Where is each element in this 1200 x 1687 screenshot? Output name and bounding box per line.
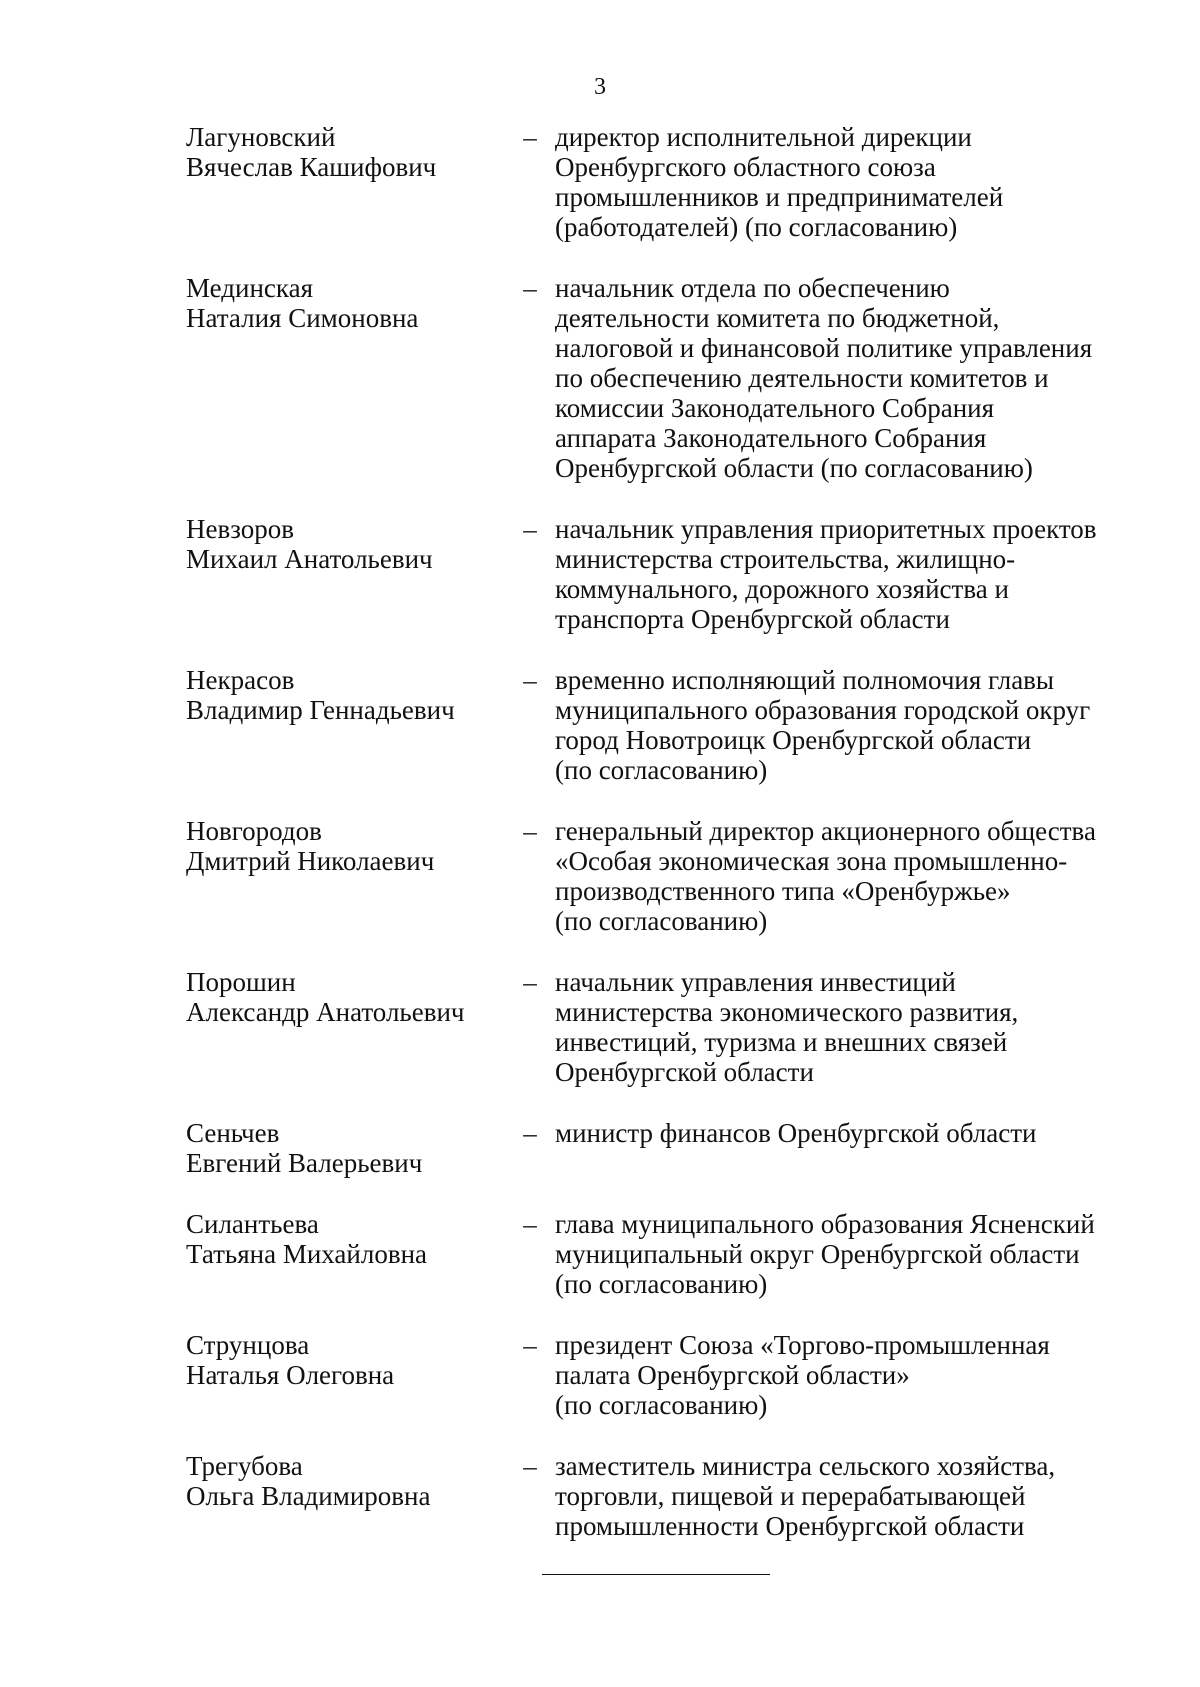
member-surname: Струнцова <box>186 1330 310 1360</box>
member-dash: – <box>523 967 537 997</box>
member-role <box>555 1118 1145 1178</box>
member-surname: Силантьева <box>186 1209 319 1239</box>
member-role-line: временно исполняющий полномочия главы <box>555 665 1055 695</box>
member-role <box>555 816 1145 936</box>
member-role-line: инвестиций, туризма и внешних связей <box>555 1027 1008 1057</box>
member-role-line: по обеспечению деятельности комитетов и <box>555 363 1049 393</box>
member-name <box>186 1209 506 1299</box>
member-role-line: начальник управления приоритетных проектов <box>555 514 1097 544</box>
member-role-line: (по согласованию) <box>555 755 768 785</box>
member-role-line: начальник управления инвестиций <box>555 967 956 997</box>
member-surname: Сеньчев <box>186 1118 280 1148</box>
member-entry <box>186 122 1146 242</box>
member-role-line: заместитель министра сельского хозяйства, <box>555 1451 1056 1481</box>
member-role <box>555 1209 1145 1299</box>
member-role <box>555 122 1145 242</box>
member-role <box>555 273 1145 483</box>
member-role-line: министерства строительства, жилищно- <box>555 544 1016 574</box>
members-list <box>186 122 1146 1572</box>
member-role-line: (по согласованию) <box>555 1390 768 1420</box>
member-role-line: «Особая экономическая зона промышленно- <box>555 846 1068 876</box>
member-name <box>186 273 506 483</box>
member-given-names: Владимир Геннадьевич <box>186 695 455 725</box>
member-name <box>186 1451 506 1541</box>
member-surname: Мединская <box>186 273 314 303</box>
member-role <box>555 967 1145 1087</box>
member-role-line: (по согласованию) <box>555 1269 768 1299</box>
member-dash: – <box>523 1451 537 1481</box>
member-dash: – <box>523 514 537 544</box>
member-role-line: (по согласованию) <box>555 906 768 936</box>
member-name <box>186 1330 506 1420</box>
member-dash: – <box>523 1209 537 1239</box>
member-dash: – <box>523 665 537 695</box>
member-role-line: промышленности Оренбургской области <box>555 1511 1025 1541</box>
member-dash: – <box>523 1330 537 1360</box>
member-role-line: глава муниципального образования Ясненский <box>555 1209 1095 1239</box>
member-role-line: Оренбургской области <box>555 1057 814 1087</box>
member-entry <box>186 1330 1146 1420</box>
member-entry <box>186 967 1146 1087</box>
member-role-line: генеральный директор акционерного общества <box>555 816 1096 846</box>
member-surname: Новгородов <box>186 816 322 846</box>
page-number: 3 <box>594 74 606 100</box>
member-name <box>186 967 506 1087</box>
member-role <box>555 1451 1145 1541</box>
member-name <box>186 514 506 634</box>
member-given-names: Наталья Олеговна <box>186 1360 395 1390</box>
member-given-names: Наталия Симоновна <box>186 303 419 333</box>
member-role-line: палата Оренбургской области» <box>555 1360 910 1390</box>
member-role-line: муниципальный округ Оренбургской области <box>555 1239 1080 1269</box>
member-given-names: Евгений Валерьевич <box>186 1148 423 1178</box>
member-role-line: президент Союза «Торгово-промышленная <box>555 1330 1050 1360</box>
member-surname: Некрасов <box>186 665 295 695</box>
end-of-list-rule <box>542 1574 770 1575</box>
member-surname: Трегубова <box>186 1451 303 1481</box>
member-given-names: Михаил Анатольевич <box>186 544 433 574</box>
member-given-names: Дмитрий Николаевич <box>186 846 435 876</box>
member-dash: – <box>523 122 537 152</box>
member-surname: Лагуновский <box>186 122 336 152</box>
member-role-line: производственного типа «Оренбуржье» <box>555 876 1011 906</box>
member-name <box>186 816 506 936</box>
member-entry <box>186 1451 1146 1541</box>
member-role-line: комиссии Законодательного Собрания <box>555 393 995 423</box>
member-role-line: Оренбургской области (по согласованию) <box>555 453 1033 483</box>
member-role-line: промышленников и предпринимателей <box>555 182 1004 212</box>
member-role-line: министерства экономического развития, <box>555 997 1019 1027</box>
member-role-line: начальник отдела по обеспечению <box>555 273 950 303</box>
member-role-line: торговли, пищевой и перерабатывающей <box>555 1481 1026 1511</box>
member-given-names: Татьяна Михайловна <box>186 1239 428 1269</box>
member-dash: – <box>523 1118 537 1148</box>
member-role-line: налоговой и финансовой политике управления <box>555 333 1093 363</box>
member-role-line: деятельности комитета по бюджетной, <box>555 303 1000 333</box>
member-role-line: транспорта Оренбургской области <box>555 604 950 634</box>
member-name <box>186 665 506 785</box>
member-role-line: аппарата Законодательного Собрания <box>555 423 987 453</box>
member-name <box>186 1118 506 1178</box>
member-role-line: Оренбургского областного союза <box>555 152 936 182</box>
member-entry <box>186 1209 1146 1299</box>
member-surname: Невзоров <box>186 514 294 544</box>
member-role-line: директор исполнительной дирекции <box>555 122 972 152</box>
member-role <box>555 1330 1145 1420</box>
member-given-names: Ольга Владимировна <box>186 1481 431 1511</box>
member-given-names: Вячеслав Кашифович <box>186 152 437 182</box>
member-entry <box>186 514 1146 634</box>
member-role <box>555 665 1145 785</box>
member-role-line: город Новотроицк Оренбургской области <box>555 725 1032 755</box>
member-role <box>555 514 1145 634</box>
member-name <box>186 122 506 242</box>
member-given-names: Александр Анатольевич <box>186 997 465 1027</box>
member-entry <box>186 665 1146 785</box>
member-role-line: министр финансов Оренбургской области <box>555 1118 1037 1148</box>
member-role-line: муниципального образования городской округ <box>555 695 1091 725</box>
member-surname: Порошин <box>186 967 296 997</box>
member-role-line: коммунального, дорожного хозяйства и <box>555 574 1009 604</box>
member-entry <box>186 1118 1146 1178</box>
member-entry <box>186 273 1146 483</box>
member-entry <box>186 816 1146 936</box>
member-role-line: (работодателей) (по согласованию) <box>555 212 958 242</box>
member-dash: – <box>523 273 537 303</box>
member-dash: – <box>523 816 537 846</box>
